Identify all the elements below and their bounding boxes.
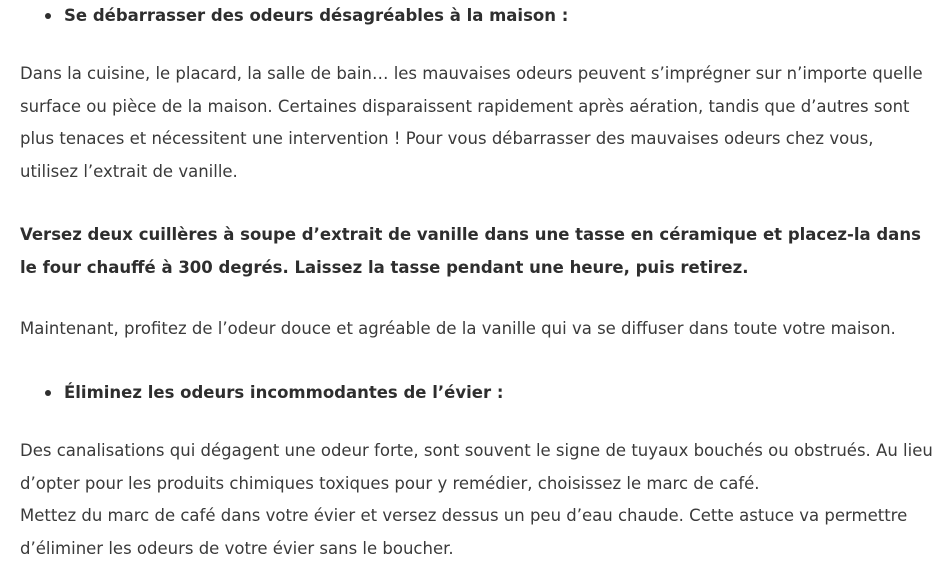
- paragraph-resultat-vanille: Maintenant, profitez de l’odeur douce et agréable de la vanille qui va se diffuser dans toute votre maison.: [20, 319, 896, 338]
- paragraph-canalisations: Des canalisations qui dégagent une odeur forte, sont souvent le signe de tuyaux bouchés ou obstrués. Au lieu d’opter pour les produits chimiques toxiques pour y remédier, choisissez le marc de café.: [20, 441, 933, 493]
- paragraph-intro-odeurs: Dans la cuisine, le placard, la salle de bain… les mauvaises odeurs peuvent s’imprégner sur n’importe quelle surface ou pièce de la maison. Certaines disparaissent rapidement après aération, tandis que d’autres sont plus tenaces et nécessitent une intervention ! Pour vous débarrasser des mauvaises odeurs chez vous, utilisez l’extrait de vanille.: [20, 64, 923, 181]
- paragraph-marc-de-cafe: Mettez du marc de café dans votre évier et versez dessus un peu d’eau chaude. Cette astuce va permettre d’éliminer les odeurs de votre évier sans le boucher.: [20, 506, 908, 558]
- section-heading-odeurs-maison: Se débarrasser des odeurs désagréables à la maison :: [20, 0, 568, 32]
- paragraph-instructions-vanille: Versez deux cuillères à soupe d’extrait de vanille dans une tasse en céramique et placez-la dans le four chauffé à 300 degrés. Laissez la tasse pendant une heure, puis retirez.: [20, 225, 921, 277]
- section-heading-odeurs-evier: Éliminez les odeurs incommodantes de l’évier :: [20, 377, 503, 409]
